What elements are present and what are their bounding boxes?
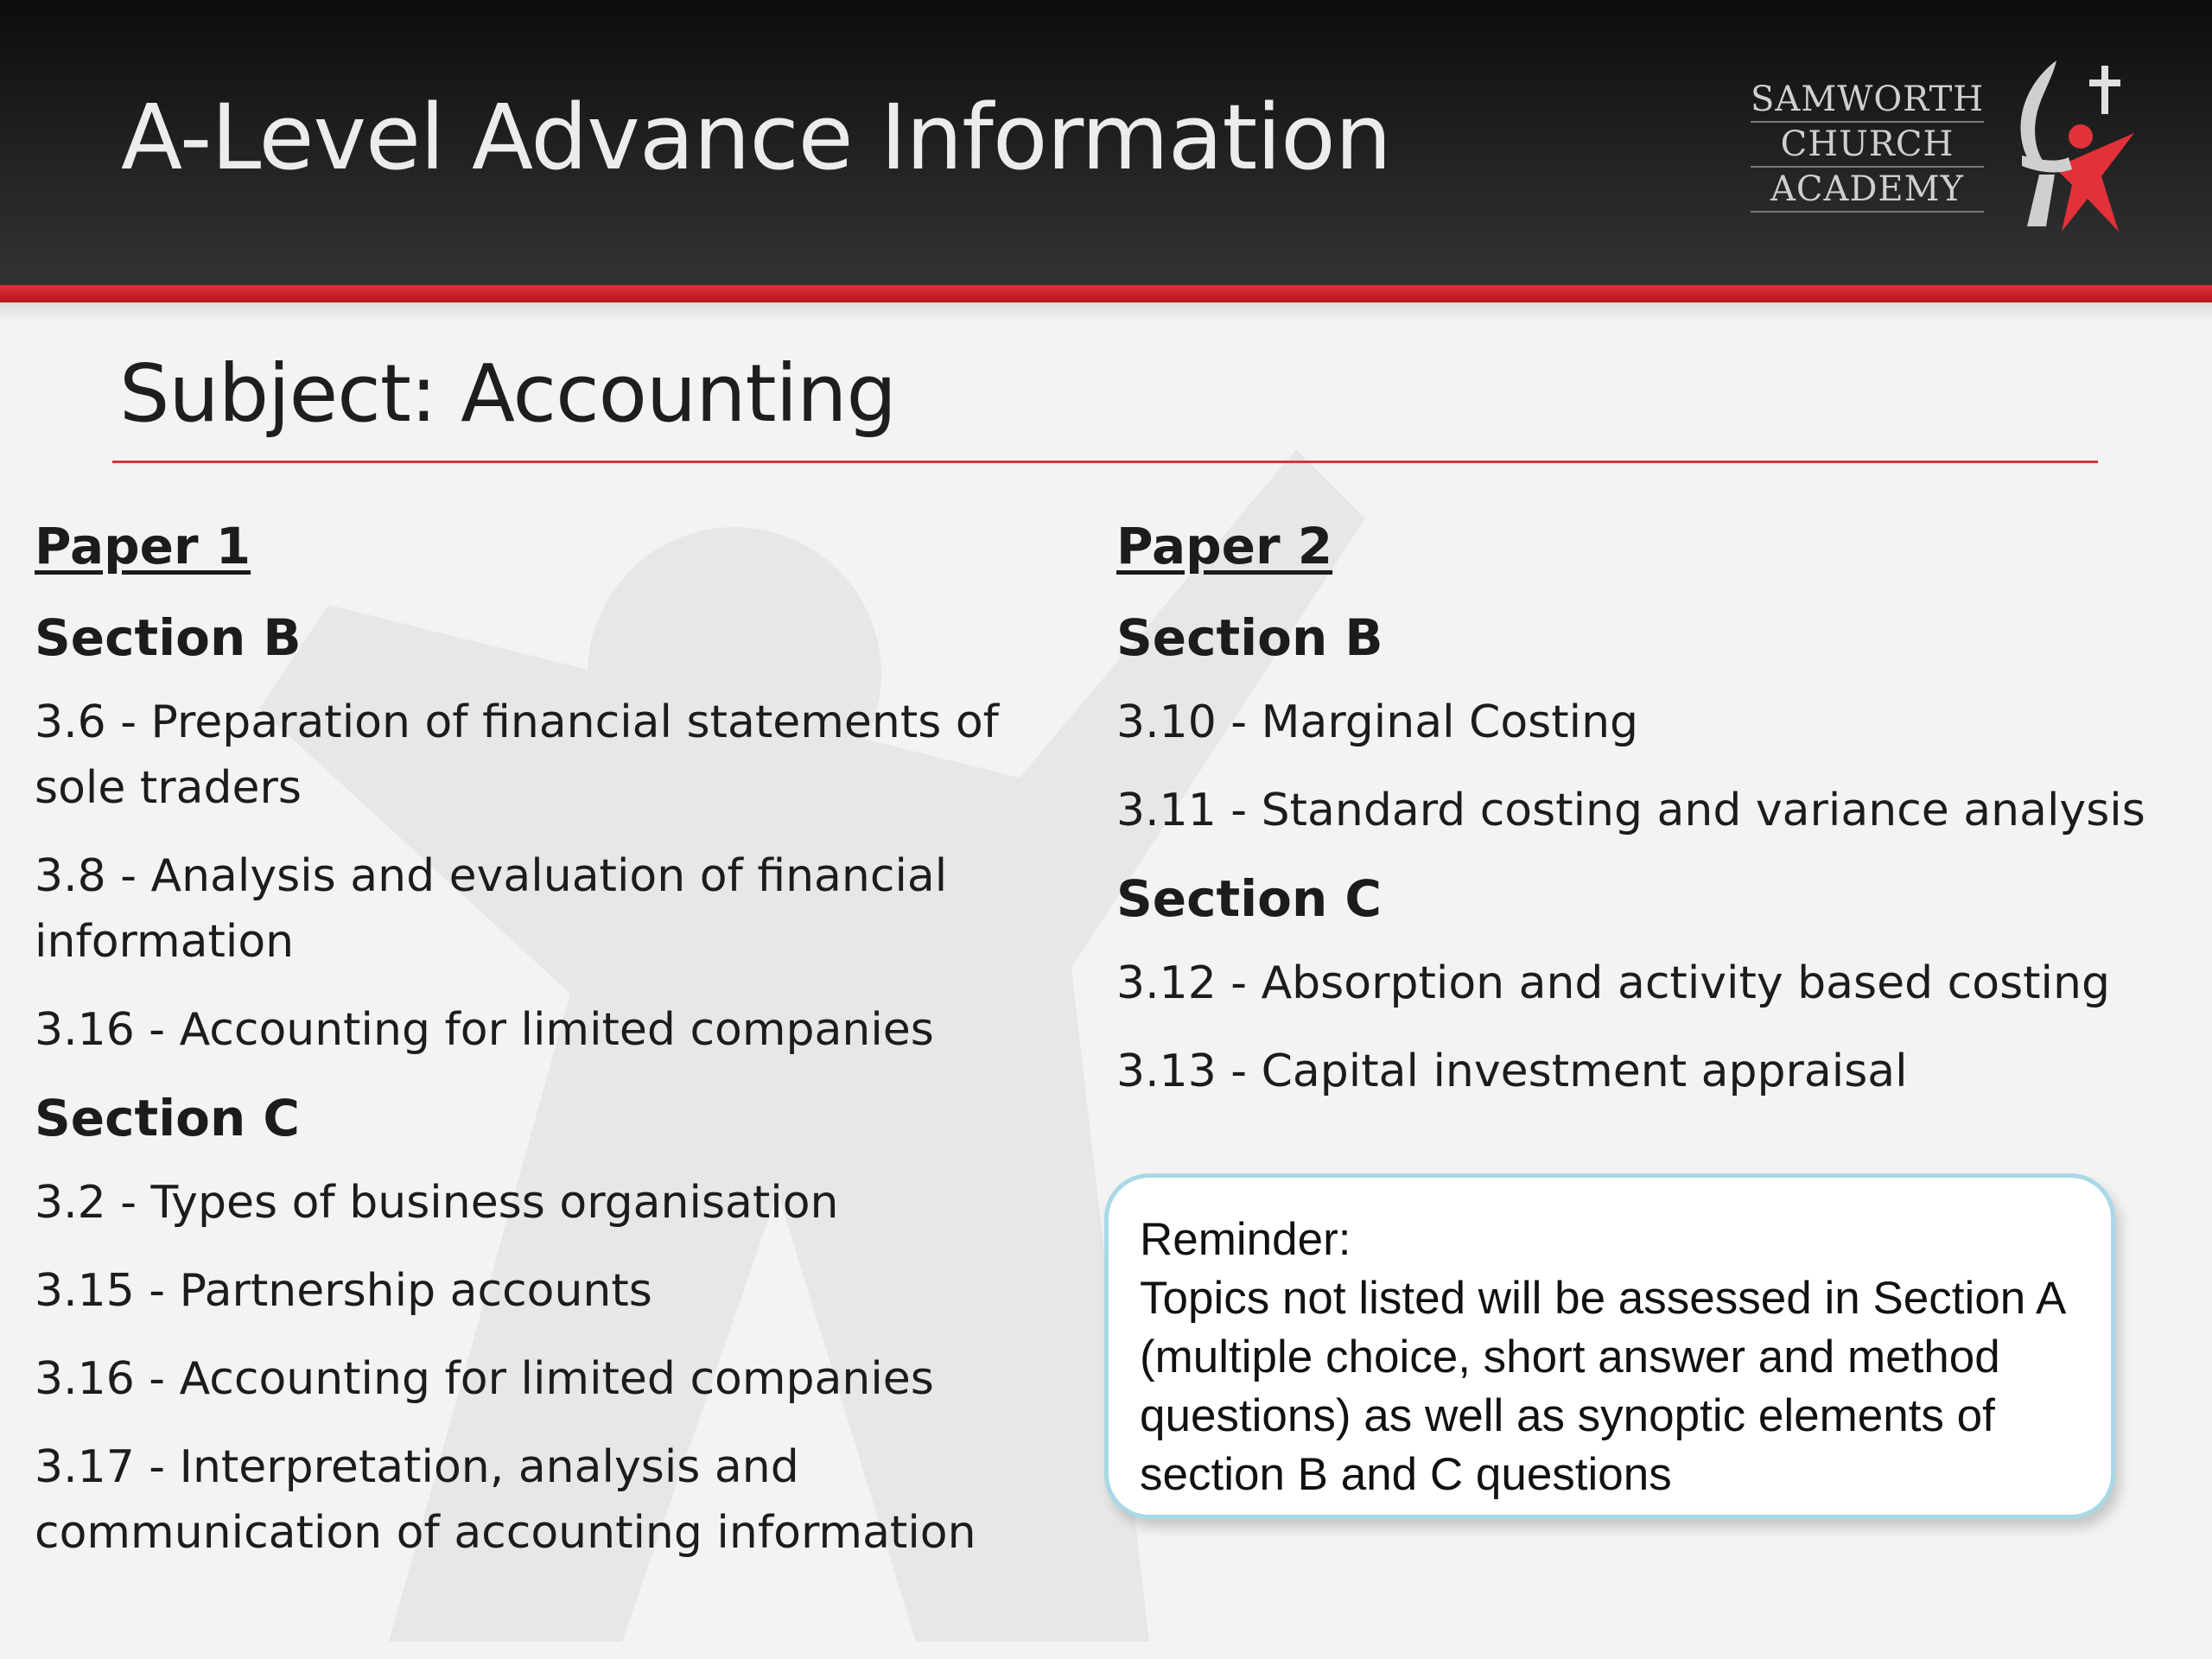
topic-item: 3.2 - Types of business organisation	[35, 1177, 839, 1229]
academy-logo-icon	[2005, 54, 2143, 235]
academy-logo-text	[1751, 78, 1984, 213]
topic-item: 3.13 - Capital investment appraisal	[1116, 1046, 1908, 1097]
reminder-body: Topics not listed will be assessed in Section A (multiple choice, short answer and method questions) as well as synoptic elements of section B and C questions	[1140, 1273, 2064, 1500]
topic-item: 3.12 - Absorption and activity based costing	[1116, 957, 2110, 1009]
reminder-box	[1104, 1173, 2115, 1519]
subject-heading: Subject: Accounting	[119, 347, 896, 440]
reminder-heading: Reminder:	[1140, 1214, 1351, 1265]
topic-item: 3.6 - Preparation of financial statements of sole traders	[35, 696, 999, 814]
topic-item: 3.17 - Interpretation, analysis and communication of accounting information	[35, 1441, 976, 1559]
paper2-title: Paper 2	[1116, 517, 1333, 575]
paper1-section-heading: Section C	[35, 1089, 300, 1147]
paper1-title: Paper 1	[35, 517, 251, 575]
topic-item: 3.15 - Partnership accounts	[35, 1265, 652, 1317]
topic-item: 3.16 - Accounting for limited companies	[35, 1353, 934, 1405]
logo-line: SAMWORTH	[1751, 78, 1984, 123]
topic-item: 3.10 - Marginal Costing	[1116, 696, 1639, 748]
paper2-section-heading: Section C	[1116, 869, 1382, 928]
topic-item: 3.16 - Accounting for limited companies	[35, 1004, 934, 1056]
paper1-column	[35, 513, 1071, 1588]
subject-divider	[112, 461, 2098, 463]
topic-item: 3.11 - Standard costing and variance analysis	[1116, 785, 2145, 836]
logo-line: CHURCH	[1751, 123, 1984, 168]
topic-item: 3.8 - Analysis and evaluation of financial information	[35, 850, 948, 968]
paper2-section-heading: Section B	[1116, 608, 1383, 667]
paper2-column	[1116, 513, 2153, 1127]
logo-line: ACADEMY	[1751, 168, 1984, 213]
header-accent-bar	[0, 285, 2212, 302]
header-shadow	[0, 302, 2212, 321]
paper1-section-heading: Section B	[35, 608, 302, 667]
slide-title: A-Level Advance Information	[121, 85, 1391, 190]
